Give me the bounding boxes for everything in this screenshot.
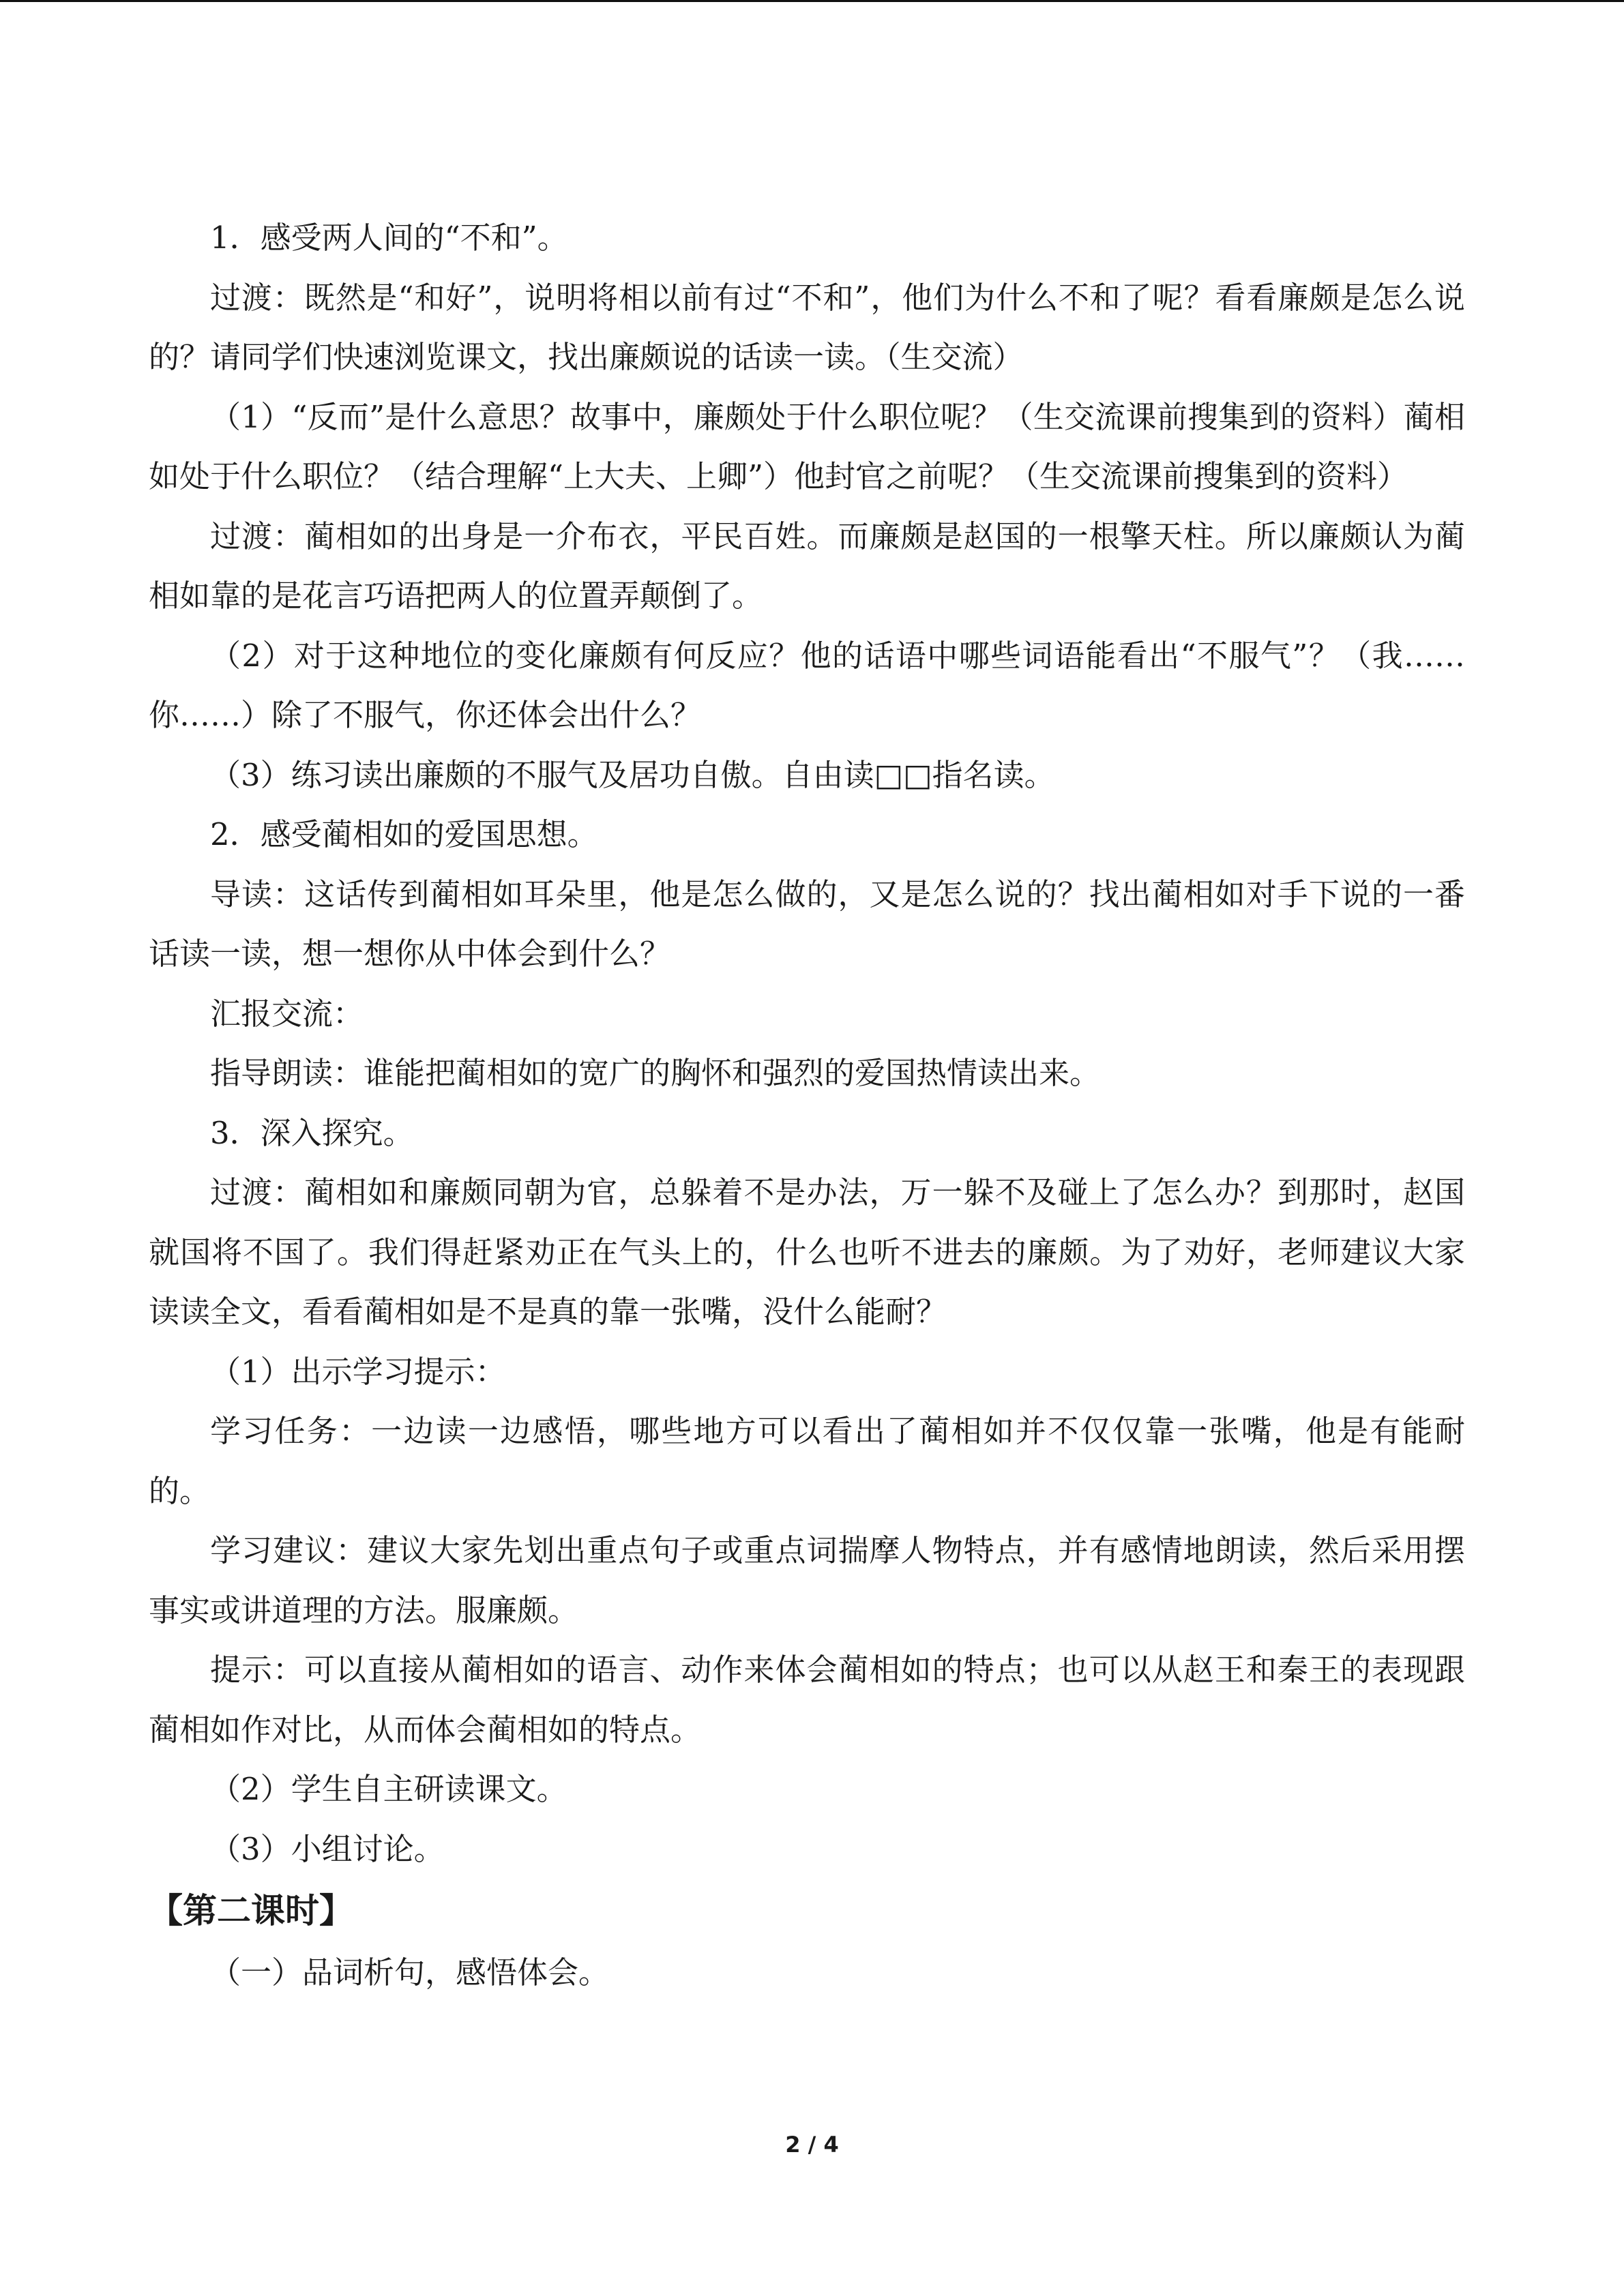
- paragraph: （1）“反而”是什么意思？故事中，廉颇处于什么职位呢？（生交流课前搜集到的资料）蔺相如处于什么职位？（结合理解“上大夫、上卿”）他封官之前呢？（生交流课前搜集到的资料）: [149, 398, 1465, 494]
- paragraph: 1．感受两人间的“不和”。: [210, 220, 568, 256]
- top-border-line: [0, 0, 1624, 2]
- paragraph: 2．感受蔺相如的爱国思想。: [210, 816, 598, 852]
- paragraph: （1）出示学习提示：: [210, 1353, 506, 1390]
- paragraph: （3）练习读出廉颇的不服气及居功自傲。自由读□□指名读。: [210, 756, 1055, 793]
- paragraph: （一）品词析句，感悟体会。: [210, 1954, 610, 1991]
- paragraph: 指导朗读：谁能把蔺相如的宽广的胸怀和强烈的爱国热情读出来。: [210, 1055, 1101, 1091]
- paragraph: 过渡：蔺相如和廉颇同朝为官，总躲着不是办法，万一躲不及碰上了怎么办？到那时，赵国就国将不国了。我们得赶紧劝正在气头上的，什么也听不进去的廉颇。为了劝好，老师建议大家读读全文，看看蔺相如是不是真的靠一张嘴，没什么能耐？: [149, 1174, 1465, 1330]
- paragraph: 导读：这话传到蔺相如耳朵里，他是怎么做的，又是怎么说的？找出蔺相如对手下说的一番话读一读，想一想你从中体会到什么？: [149, 876, 1465, 972]
- paragraph: 过渡：蔺相如的出身是一介布衣，平民百姓。而廉颇是赵国的一根擎天柱。所以廉颇认为蔺相如靠的是花言巧语把两人的位置弄颠倒了。: [149, 518, 1465, 614]
- paragraph: 过渡：既然是“和好”，说明将相以前有过“不和”，他们为什么不和了呢？看看廉颇是怎么说的？请同学们快速浏览课文，找出廉颇说的话读一读。（生交流）: [149, 279, 1465, 375]
- paragraph: （3）小组讨论。: [210, 1830, 445, 1867]
- document-body: [149, 208, 1465, 2003]
- paragraph: 学习任务：一边读一边感悟，哪些地方可以看出了蔺相如并不仅仅靠一张嘴，他是有能耐的。: [149, 1413, 1465, 1509]
- paragraph: 提示：可以直接从蔺相如的语言、动作来体会蔺相如的特点；也可以从赵王和秦王的表现跟蔺相如作对比，从而体会蔺相如的特点。: [149, 1652, 1465, 1748]
- paragraph: 汇报交流：: [210, 995, 364, 1032]
- paragraph: 学习建议：建议大家先划出重点句子或重点词揣摩人物特点，并有感情地朗读，然后采用摆事实或讲道理的方法。服廉颇。: [149, 1532, 1465, 1628]
- paragraph: （2）对于这种地位的变化廉颇有何反应？他的话语中哪些词语能看出“不服气”？（我……你……）除了不服气，你还体会出什么？: [149, 637, 1465, 733]
- paragraph: 3．深入探究。: [210, 1114, 414, 1151]
- page-number: 2 / 4: [785, 2132, 839, 2158]
- section-heading: 【第二课时】: [149, 1891, 353, 1930]
- paragraph: （2）学生自主研读课文。: [210, 1771, 567, 1807]
